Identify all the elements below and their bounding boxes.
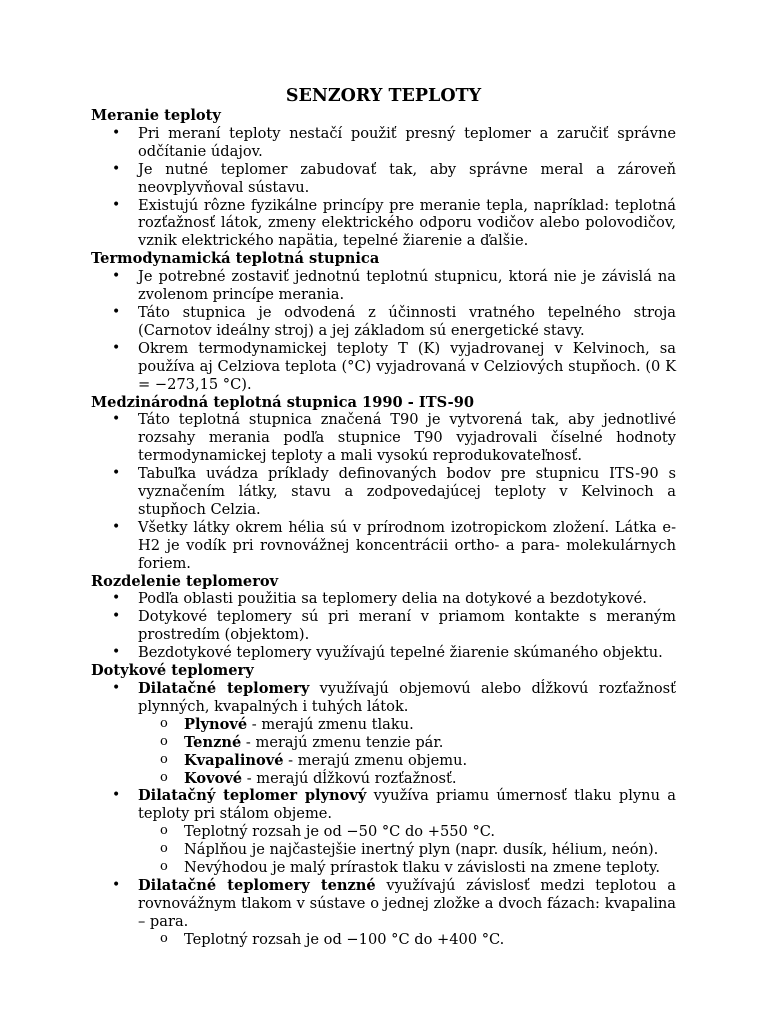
bullet-list [91,590,676,662]
section-heading: Meranie teploty [91,107,221,124]
list-item-text: Podľa oblasti použitia sa teplomery delia na dotykové a bezdotykové. [138,590,647,608]
term-description: - merajú zmenu tlaku. [247,715,414,733]
bullet-list [91,125,676,250]
list-item [91,787,676,877]
bullet-marker: • [112,644,121,661]
list-item-text: Dotykové teplomery sú pri meraní v priamom kontakte s meraným prostredím (objektom). [138,608,676,644]
list-item-text: Všetky látky okrem hélia sú v prírodnom izotropickom zložení. Látka e-H2 je vodík pri rovnovážnej koncentrácii ortho- a para- molekulárnych foriem. [138,518,676,572]
list-item-text: Je potrebné zostaviť jednotnú teplotnú stupnicu, ktorá nie je závislá na zvolenom princípe merania. [138,268,676,304]
bullet-marker: • [112,680,121,696]
sub-list-item [91,823,676,841]
bullet-marker: • [112,608,121,625]
list-item-text [138,680,676,716]
section-heading: Medzinárodná teplotná stupnica 1990 - ITS-90 [91,393,475,411]
term-description: - merajú zmenu objemu. [283,751,468,769]
term-bold: Tenzné [184,733,242,751]
bullet-marker: • [112,303,121,320]
bullet-list [91,268,676,393]
bullet-marker: • [112,124,121,141]
list-item-text: Táto stupnica je odvodená z účinnosti vratného tepelného stroja (Carnotov ideálny stroj) a jej základom sú energetické stavy. [138,303,676,339]
section-heading: Dotykové teplomery [91,662,254,680]
list-item-text: Existujú rôzne fyzikálne princípy pre meranie tepla, napríklad: teplotná rozťažnosť látok, zmeny elektrického odporu vodičov alebo polovodičov, vznik elektrického napätia, tepelné žiarenie a ďalšie. [138,196,676,250]
list-item [91,125,676,161]
list-item [91,877,676,949]
bullet-marker: • [112,876,121,893]
sub-list-item [91,841,676,859]
bullet-list [91,411,676,572]
list-item [91,680,676,787]
list-item [91,411,676,465]
bullet-marker: • [112,339,121,356]
term-bold: Kvapalinové [184,751,284,769]
list-item [91,644,676,662]
bullet-marker: • [112,518,121,535]
sub-bullet-marker: o [160,823,168,839]
list-item-text: Je nutné teplomer zabudovať tak, aby správne meral a zároveň neovplyvňoval sústavu. [138,160,676,196]
list-item-text: Táto teplotná stupnica značená T90 je vytvorená tak, aby jednotlivé rozsahy merania podľa stupnice T90 vyjadrovali číselné hodnoty termodynamickej teploty a mali vysokú reprodukovateľnosť. [138,411,676,465]
sub-bullet-marker: o [160,751,168,767]
list-item-text: Bezdotykové teplomery využívajú tepelné žiarenie skúmaného objektu. [138,644,663,662]
list-item-text [138,787,676,823]
list-item-text [138,877,676,931]
term-bold: Plynové [184,715,248,733]
term-description: využívajú objemovú alebo dĺžkovú rozťažnosť plynných, kvapalných i tuhých látok. [138,680,676,715]
sub-item-text: Nevýhodou je malý prírastok tlaku v závislosti na zmene teploty. [184,859,661,877]
bullet-marker: • [112,465,121,482]
sub-list-item [91,770,676,788]
list-item-text: Tabuľka uvádza príklady definovaných bodov pre stupnicu ITS-90 s vyznačením látky, stavu a zodpovedajúcej teploty v Kelvinoch a stupňoch Celzia. [138,465,676,518]
list-item [91,590,676,608]
sub-list-item [91,859,676,877]
sub-list-item [91,716,676,734]
list-item [91,519,676,573]
bullet-marker: • [112,411,121,428]
sub-bullet-marker: o [160,930,168,946]
bullet-marker: • [112,787,121,804]
sub-list [138,931,676,949]
sub-list [138,716,676,788]
sub-item-text: Teplotný rozsah je od −100 °C do +400 °C. [184,930,505,948]
list-item [91,268,676,304]
section-heading: Termodynamická teplotná stupnica [91,250,380,268]
bullet-marker: • [112,196,121,213]
list-item [91,608,676,644]
term-description: - merajú zmenu tenzie pár. [241,733,444,751]
sub-list-item [91,734,676,752]
sub-bullet-marker: o [160,841,168,857]
sub-item-text: Náplňou je najčastejšie inertný plyn (napr. dusík, hélium, neón). [184,841,659,859]
sub-item-text: Teplotný rozsah je od −50 °C do +550 °C. [184,823,496,841]
term-description: využíva priamu úmernosť tlaku plynu a teploty pri stálom objeme. [138,787,676,823]
term-bold: Dilatačné teplomery tenzné [138,876,376,894]
sub-bullet-marker: o [160,715,168,731]
list-item [91,304,676,340]
sub-bullet-marker: o [160,859,168,875]
list-item-text: Okrem termodynamickej teploty T (K) vyjadrovanej v Kelvinoch, sa používa aj Celziova teplota (°C) vyjadrovaná v Celziových stupňoch. (0 K = −273,15 °C). [138,339,676,393]
page-title: SENZORY TEPLOTY [285,86,482,106]
sub-list-item [91,752,676,770]
term-description: - merajú dĺžkovú rozťažnosť. [242,769,457,787]
list-item [91,161,676,197]
sub-list [138,823,676,877]
sub-bullet-marker: o [160,769,168,785]
bullet-marker: • [112,268,121,285]
list-item [91,340,676,394]
bullet-list [91,680,676,949]
section-heading: Rozdelenie teplomerov [91,572,279,590]
sub-list-item [91,931,676,949]
term-bold: Dilatačné teplomery [138,680,310,697]
term-bold: Dilatačný teplomer plynový [138,787,367,805]
list-item [91,197,676,251]
document-body [91,86,676,949]
list-item [91,465,676,519]
bullet-marker: • [112,590,121,607]
sub-bullet-marker: o [160,733,168,749]
term-bold: Kovové [184,769,243,787]
term-description: využívajú závislosť medzi teplotou a rovnovážnym tlakom v sústave o jednej zložke a dvoch fázach: kvapalina – para. [138,876,676,930]
list-item-text: Pri meraní teploty nestačí použiť presný teplomer a zaručiť správne odčítanie údajov. [138,124,676,160]
bullet-marker: • [112,160,121,177]
